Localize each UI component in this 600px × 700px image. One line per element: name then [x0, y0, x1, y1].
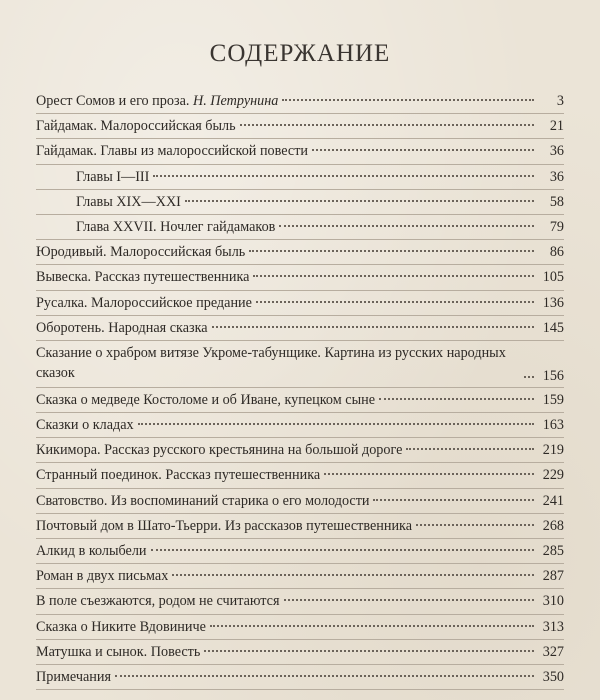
toc-entry [36, 291, 564, 316]
page-number: 313 [542, 618, 564, 635]
toc-entry [36, 388, 564, 413]
dot-leader [253, 275, 534, 277]
toc-entry [36, 265, 564, 290]
page-number: 241 [542, 492, 564, 509]
dot-leader [524, 376, 534, 378]
entry-title: Оборотень. Народная сказка [36, 319, 208, 336]
entry-title: Сказка о Никите Вдовиниче [36, 618, 206, 635]
toc-subentry [36, 215, 564, 240]
page-number: 136 [542, 294, 564, 311]
dot-leader [172, 574, 534, 576]
entry-title: В поле съезжаются, родом не считаются [36, 593, 280, 610]
page-number: 3 [556, 93, 564, 109]
toc-entry [36, 114, 564, 139]
page-number: 58 [549, 193, 564, 210]
dot-leader [153, 175, 534, 177]
dot-leader [416, 524, 534, 526]
page-title: СОДЕРЖАНИЕ [209, 40, 391, 67]
entry-title: Русалка. Малороссийское предание [36, 294, 252, 311]
dot-leader [312, 149, 534, 151]
dot-leader [204, 650, 534, 652]
dot-leader [151, 549, 534, 551]
entry-title: Гайдамак. Малороссийская быль [36, 118, 236, 135]
entry-title: Главы XIX—XXI [76, 193, 181, 210]
page-number: 310 [542, 593, 564, 610]
toc-entry [36, 438, 564, 463]
entry-title: Примечания [36, 668, 111, 685]
dot-leader [212, 326, 534, 328]
entry-title: Матушка и сынок. Повесть [36, 643, 201, 660]
entry-title: Глава XXVII. Ночлег гайдамаков [76, 218, 276, 235]
entry-title: Сказание о храбром витязе Укроме-табунщике. Картина из русских народных сказок [36, 344, 506, 381]
page-number: 268 [542, 517, 564, 534]
page-number: 285 [542, 543, 564, 559]
dot-leader [256, 301, 534, 303]
entry-title: Почтовый дом в Шато-Тьерри. Из рассказов путешественника [36, 517, 413, 534]
toc-entry [36, 139, 564, 164]
page-number: 350 [542, 668, 564, 685]
toc-subentry [36, 165, 564, 190]
entry-title: Главы I—III [76, 168, 150, 185]
toc-entry [36, 514, 564, 539]
entry-title: Кикимора. Рассказ русского крестьянина на большой дороге [36, 442, 403, 459]
page-number: 36 [549, 143, 564, 160]
toc-entry [36, 489, 564, 514]
entry-title: Юродивый. Малороссийская быль [36, 244, 246, 261]
page-number: 79 [549, 218, 564, 235]
page-number: 163 [542, 417, 564, 434]
toc-entry [36, 564, 564, 589]
toc-entry [36, 316, 564, 341]
dot-leader [406, 448, 534, 450]
entry-author: Н. Петрунина [192, 93, 279, 109]
entry-title: Сказка о медведе Костоломе и об Иване, купецком сыне [36, 391, 375, 408]
dot-leader [249, 250, 534, 252]
page-number: 86 [549, 244, 564, 261]
entry-title: Роман в двух письмах [36, 568, 169, 585]
page-number: 36 [549, 168, 564, 185]
page-number: 287 [542, 568, 564, 585]
dot-leader [210, 625, 534, 627]
page-number: 145 [542, 319, 564, 336]
entry-title: Алкид в колыбели [36, 543, 147, 559]
entry-title: Странный поединок. Рассказ путешественника [36, 467, 321, 484]
toc-entry [36, 341, 564, 388]
entry-title: Сватовство. Из воспоминаний старика о его молодости [36, 492, 370, 509]
toc-entry [36, 615, 564, 640]
toc-entry [36, 89, 564, 114]
dot-leader [138, 423, 534, 425]
page-number: 105 [542, 269, 564, 286]
dot-leader [373, 499, 534, 501]
toc-subentry [36, 190, 564, 215]
dot-leader [379, 398, 534, 400]
page-number: 156 [542, 367, 564, 384]
dot-leader [240, 124, 534, 126]
page-number: 159 [542, 391, 564, 408]
dot-leader [185, 200, 534, 202]
entry-title: Орест Сомов и его проза. [36, 93, 190, 109]
entry-title: Гайдамак. Главы из малороссийской повести [36, 143, 308, 160]
toc-entry [36, 589, 564, 614]
toc-entry [36, 665, 564, 690]
table-of-contents [36, 89, 564, 690]
toc-entry [36, 413, 564, 438]
dot-leader [324, 473, 534, 475]
dot-leader [115, 675, 534, 677]
entry-title: Сказки о кладах [36, 417, 134, 434]
toc-entry [36, 640, 564, 665]
page-number: 21 [549, 118, 564, 135]
toc-entry [36, 463, 564, 488]
page-number: 327 [542, 643, 564, 660]
toc-entry [36, 539, 564, 564]
entry-title: Вывеска. Рассказ путешественника [36, 269, 250, 286]
dot-leader [284, 599, 535, 601]
dot-leader [282, 99, 534, 101]
toc-entry [36, 240, 564, 265]
page-number: 229 [542, 467, 564, 484]
dot-leader [279, 225, 534, 227]
page-number: 219 [542, 442, 564, 459]
